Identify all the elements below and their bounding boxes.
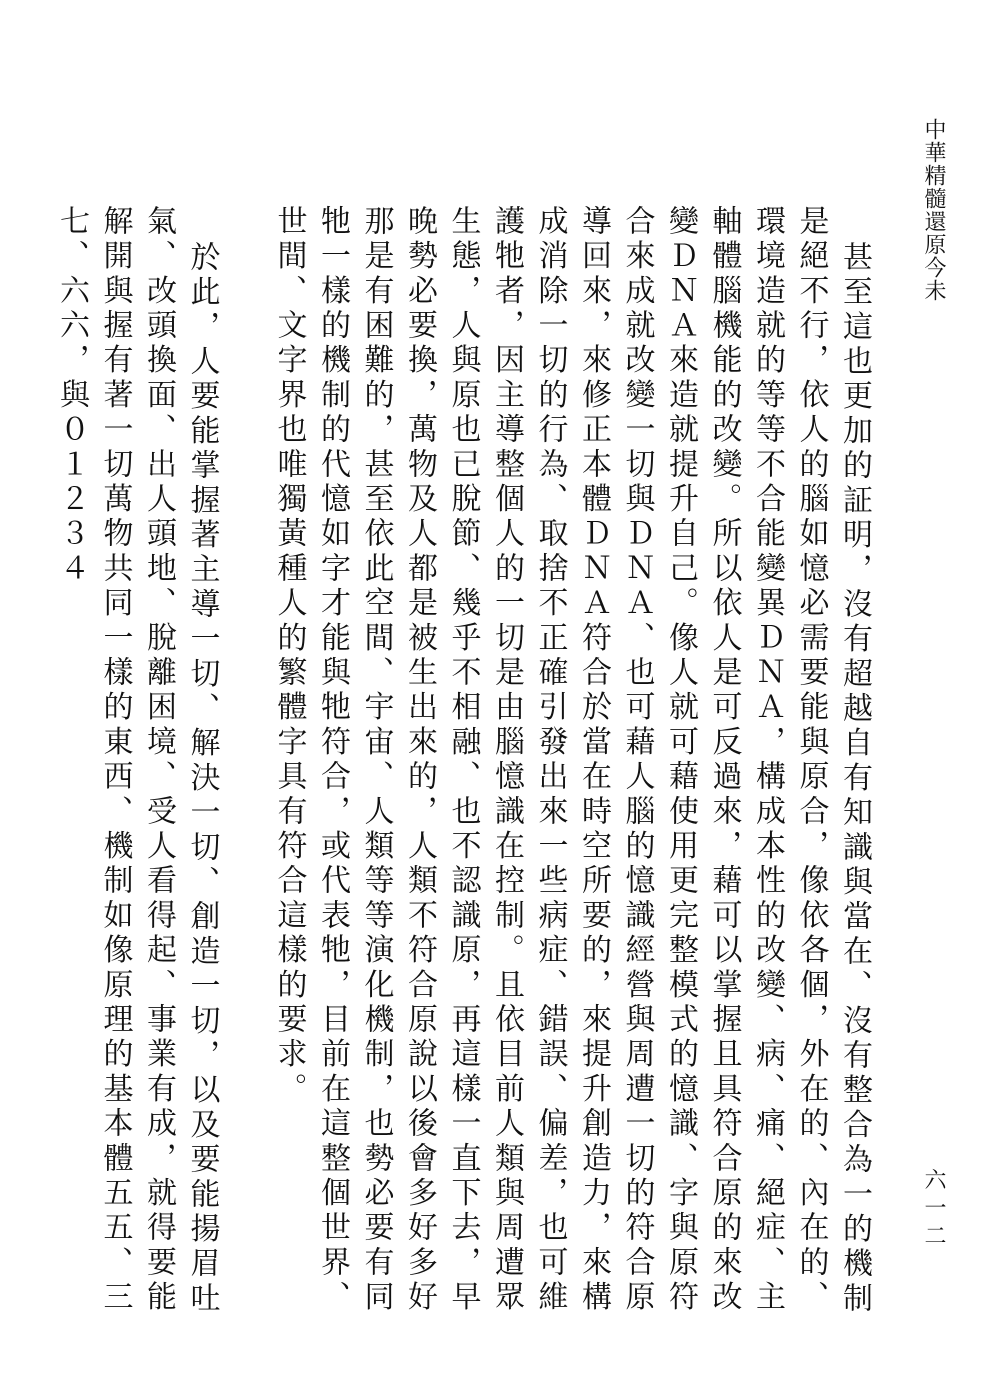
page-number: 六一二 <box>921 1168 946 1252</box>
running-header-title: 中華精髓還原今未 <box>921 118 946 302</box>
main-text-block <box>54 205 876 1325</box>
paragraph-1: 甚至這也更加的証明，沒有超越自有知識與當在、沒有整合為一的機制是絕不行，依人的腦如憶必需要能與原合，像依各個，外在的、內在的、環境造就的等等不合能變異ＤＮＡ，構成本性的改變、病、痛、絕症、主軸體腦機能的改變。所以依人是可反過來，藉可以掌握且具符合原的來改變ＤＮＡ來造就提升自己。像人就可藉使用更完整模式的憶識、字與原符合來成就改變一切與ＤＮＡ、也可藉人腦的憶識經營與周遭一切的符合原導回來，來修正本體ＤＮＡ符合於當在時空所要的，來提升創造力，來構成消除一切的行為、取捨不正確引發出來一些病症、錯誤、偏差，也可維護牠者，因主導整個人的一切是由腦憶識在控制。且依目前人類與周遭眾生態，人與原也已脫節、幾乎不相融、也不認識原，再這樣一直下去，早晚勢必要換，萬物及人都是被生出來的，人類不符合原說以後會多好多好那是有困難的，甚至依此空間、宇宙、人類等等演化機制，也勢必要有同牠一樣的機制的代憶如字才能與牠符合，或代表牠，目前在這整個世界、世間、文字界也唯獨黃種人的繁體字具有符合這樣的要求。 <box>271 205 872 1317</box>
paragraph-2: 於此，人要能掌握著主導一切、解決一切、創造一切，以及要能揚眉吐氣、改頭換面、出人頭地、脫離困境、受人看得起、事業有成，就得要能解開與握有著一切萬物共同一樣的東西、機制如像原理的基本體五五、三七、六六，與０１２３４ <box>54 205 220 1317</box>
